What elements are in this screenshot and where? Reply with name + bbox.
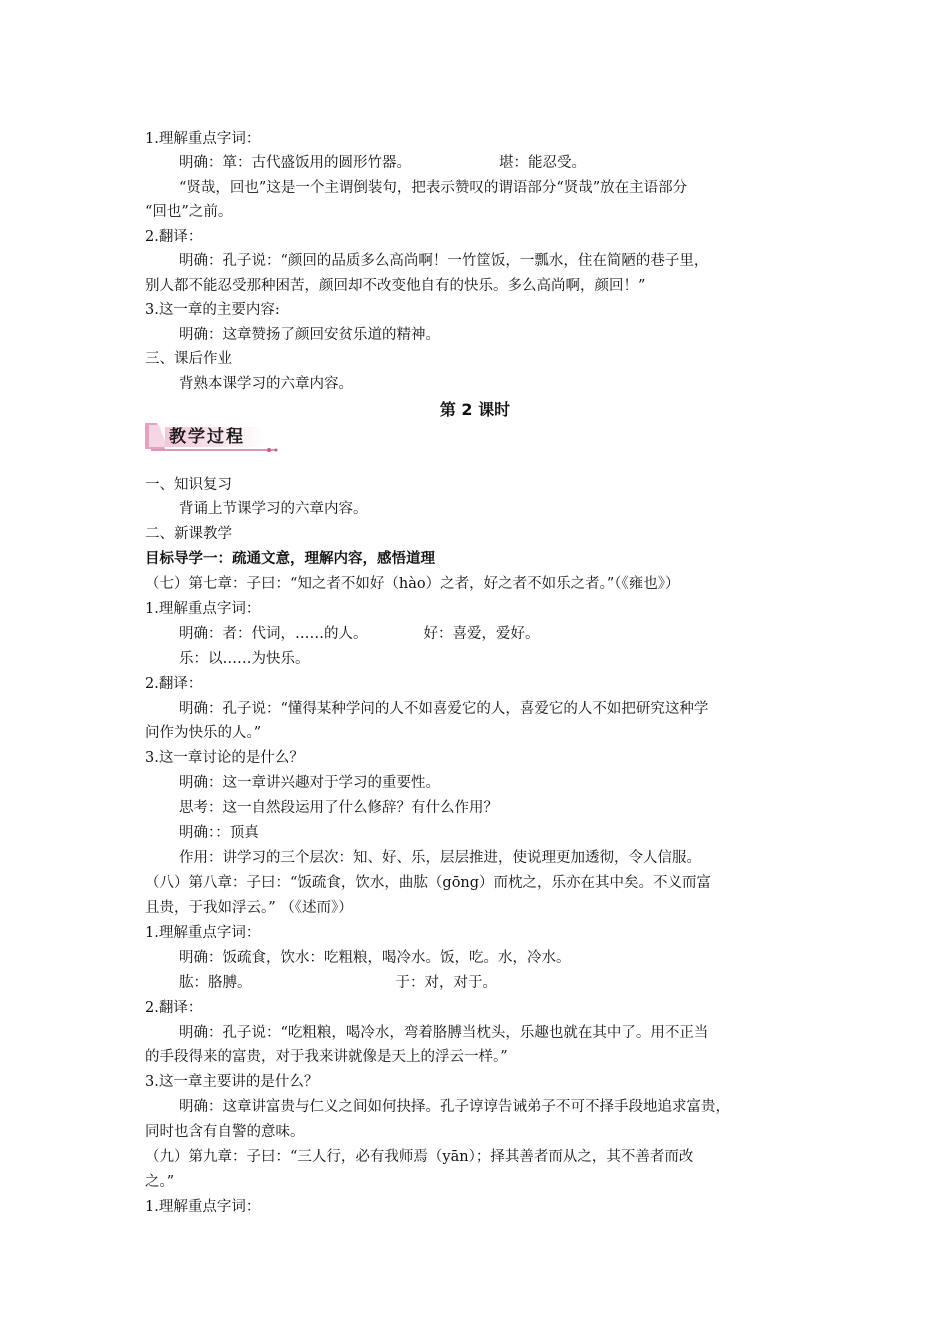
text-line: 思考：这一自然段运用了什么修辞？有什么作用？ [179,800,498,816]
banner-label: 教学过程 [169,427,245,447]
text-span: 堪：能忍受。 [499,155,586,171]
text-line: 1.理解重点字词： [145,131,261,147]
text-line: （八）第八章：子曰：“饭疏食，饮水，曲肱（gōng）而枕之，乐亦在其中矣。不义而富 [145,875,712,891]
text-line: 明确：这一章讲兴趣对于学习的重要性。 [179,775,440,791]
text-line: 问作为快乐的人。” [145,725,262,741]
text-line: 同时也含有自警的意味。 [145,1124,305,1140]
text-line: 明确：孔子说：“颜回的品质多么高尚啊！一竹筐饭，一瓢水，住在简陋的巷子里， [179,253,709,269]
text-line: 明确：孔子说：“吃粗粮，喝冷水，弯着胳膊当枕头，乐趣也就在其中了。用不正当 [179,1025,709,1041]
text-line: 之。” [145,1174,175,1190]
text-span: 明确：箪：古代盛饭用的圆形竹器。 [179,155,411,171]
text-line: 3.这一章讨论的是什么？ [145,750,304,766]
lesson-title: 第 2 课时 [439,400,511,419]
text-line: 3.这一章主要讲的是什么？ [145,1074,319,1090]
text-line: 背熟本课学习的六章内容。 [179,376,353,392]
text-span: 肱：胳膊。 [179,975,252,991]
text-span: 好：喜爱，爱好。 [423,626,540,642]
text-line: 一、知识复习 [145,477,232,493]
text-line: 且贵，于我如浮云。” （《述而》） [145,900,353,916]
text-line: 二、新课教学 [145,526,232,542]
text-line: 1.理解重点字词： [145,925,261,941]
text-line [179,151,825,176]
text-line: 的手段得来的富贵，对于我来讲就像是天上的浮云一样。” [145,1049,508,1065]
text-line: 2.翻译： [145,676,203,692]
text-line: 1.理解重点字词： [145,1199,261,1215]
text-span: 于：对，对于。 [395,975,497,991]
text-line [179,971,825,996]
text-span: 明确：者：代词，……的人。 [179,626,368,642]
text-line: 3.这一章的主要内容: [145,302,280,318]
text-line: 2.翻译： [145,1000,203,1016]
text-line: 明确：：顶真 [179,825,259,841]
text-line: （七）第七章：子曰：“知之者不如好（hào）之者，好之者不如乐之者。”（《雍也》） [145,576,680,592]
section-heading: 目标导学一：疏通文意，理解内容，感悟道理 [145,551,435,567]
text-line: 1.理解重点字词： [145,601,261,617]
section-banner [143,419,283,455]
text-line: 明确：孔子说：“懂得某种学问的人不如喜爱它的人，喜爱它的人不如把研究这种学 [179,701,709,717]
text-line: （九）第九章：子曰：“三人行，必有我师焉（yān）；择其善者而从之，其不善者而改 [145,1149,694,1165]
text-line: 作用：讲学习的三个层次：知、好、乐，层层推进，使说理更加透彻，令人信服。 [179,850,701,866]
text-line: “贤哉，回也”这是一个主谓倒装句，把表示赞叹的谓语部分“贤哉”放在主语部分 [179,180,688,196]
text-line: 2.翻译： [145,229,203,245]
text-line: 别人都不能忍受那种困苦，颜回却不改变他自有的快乐。多么高尚啊，颜回！” [145,278,646,294]
text-line: 三、课后作业 [145,351,232,367]
text-line: 明确：这章讲富贵与仁义之间如何抉择。孔子谆谆告诫弟子不可不择手段地追求富贵， [179,1099,730,1115]
text-line: “回也”之前。 [145,204,233,220]
text-line: 明确：饭疏食，饮水：吃粗粮，喝冷水。饭，吃。水，冷水。 [179,950,571,966]
text-line: 背诵上节课学习的六章内容。 [179,501,368,517]
text-line: 明确：这章赞扬了颜回安贫乐道的精神。 [179,327,440,343]
text-line: 乐：以……为快乐。 [179,651,310,667]
text-line [179,622,825,647]
